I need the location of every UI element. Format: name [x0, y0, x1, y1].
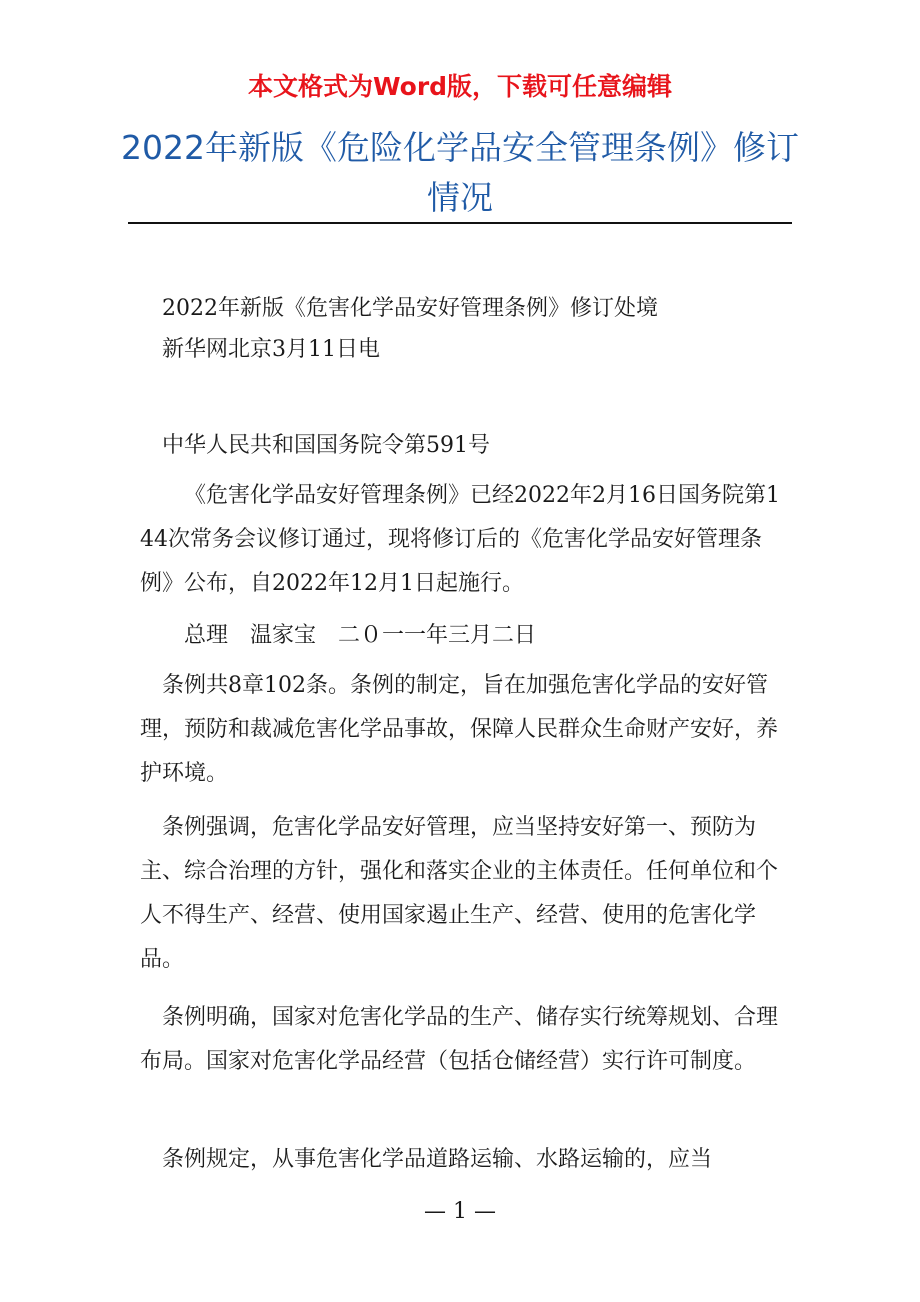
body-block-planning — [140, 996, 792, 1084]
paragraph-2: 新华网北京3月11日电 — [162, 337, 380, 362]
page-number: — 1 — — [424, 1199, 496, 1224]
paragraph-5: 总理 温家宝 二０一一年三月二日 — [184, 623, 537, 648]
title-divider — [128, 222, 792, 224]
body-line-decree — [140, 424, 792, 468]
paragraph-7: 条例强调，危害化学品安好管理，应当坚持安好第一、预防为主、综合治理的方针，强化和落实企业的主体责任。任何单位和个人不得生产、经营、使用国家遏止生产、经营、使用的危害化学品。 — [140, 815, 779, 972]
paragraph-8: 条例明确，国家对危害化学品的生产、储存实行统筹规划、合理布局。国家对危害化学品经营（包括仓储经营）实行许可制度。 — [140, 1005, 779, 1074]
paragraph-4: 《危害化学品安好管理条例》已经2022年2月16日国务院第144次常务会议修订通过，现将修订后的《危害化学品安好管理条例》公布，自2022年12月1日起施行。 — [140, 483, 780, 596]
document-title: 2022年新版《危险化学品安全管理条例》修订情况 — [121, 128, 799, 217]
paragraph-9: 条例规定，从事危害化学品道路运输、水路运输的，应当 — [162, 1147, 713, 1172]
body-line-heading — [140, 287, 792, 331]
paragraph-6: 条例共8章102条。条例的制定，旨在加强危害化学品的安好管理，预防和裁减危害化学品事故，保障人民群众生命财产安好，养护环境。 — [140, 673, 779, 786]
body-block-transport — [140, 1138, 792, 1182]
body-block-principles — [140, 806, 792, 982]
paragraph-3: 中华人民共和国国务院令第591号 — [162, 433, 490, 458]
body-block-articles — [140, 664, 792, 796]
body-line-dateline — [140, 328, 792, 372]
paragraph-1: 2022年新版《危害化学品安好管理条例》修订处境 — [162, 296, 658, 321]
format-banner: 本文格式为Word版，下载可任意编辑 — [247, 72, 673, 101]
body-block-announcement — [140, 474, 792, 606]
body-line-signature — [140, 614, 792, 658]
